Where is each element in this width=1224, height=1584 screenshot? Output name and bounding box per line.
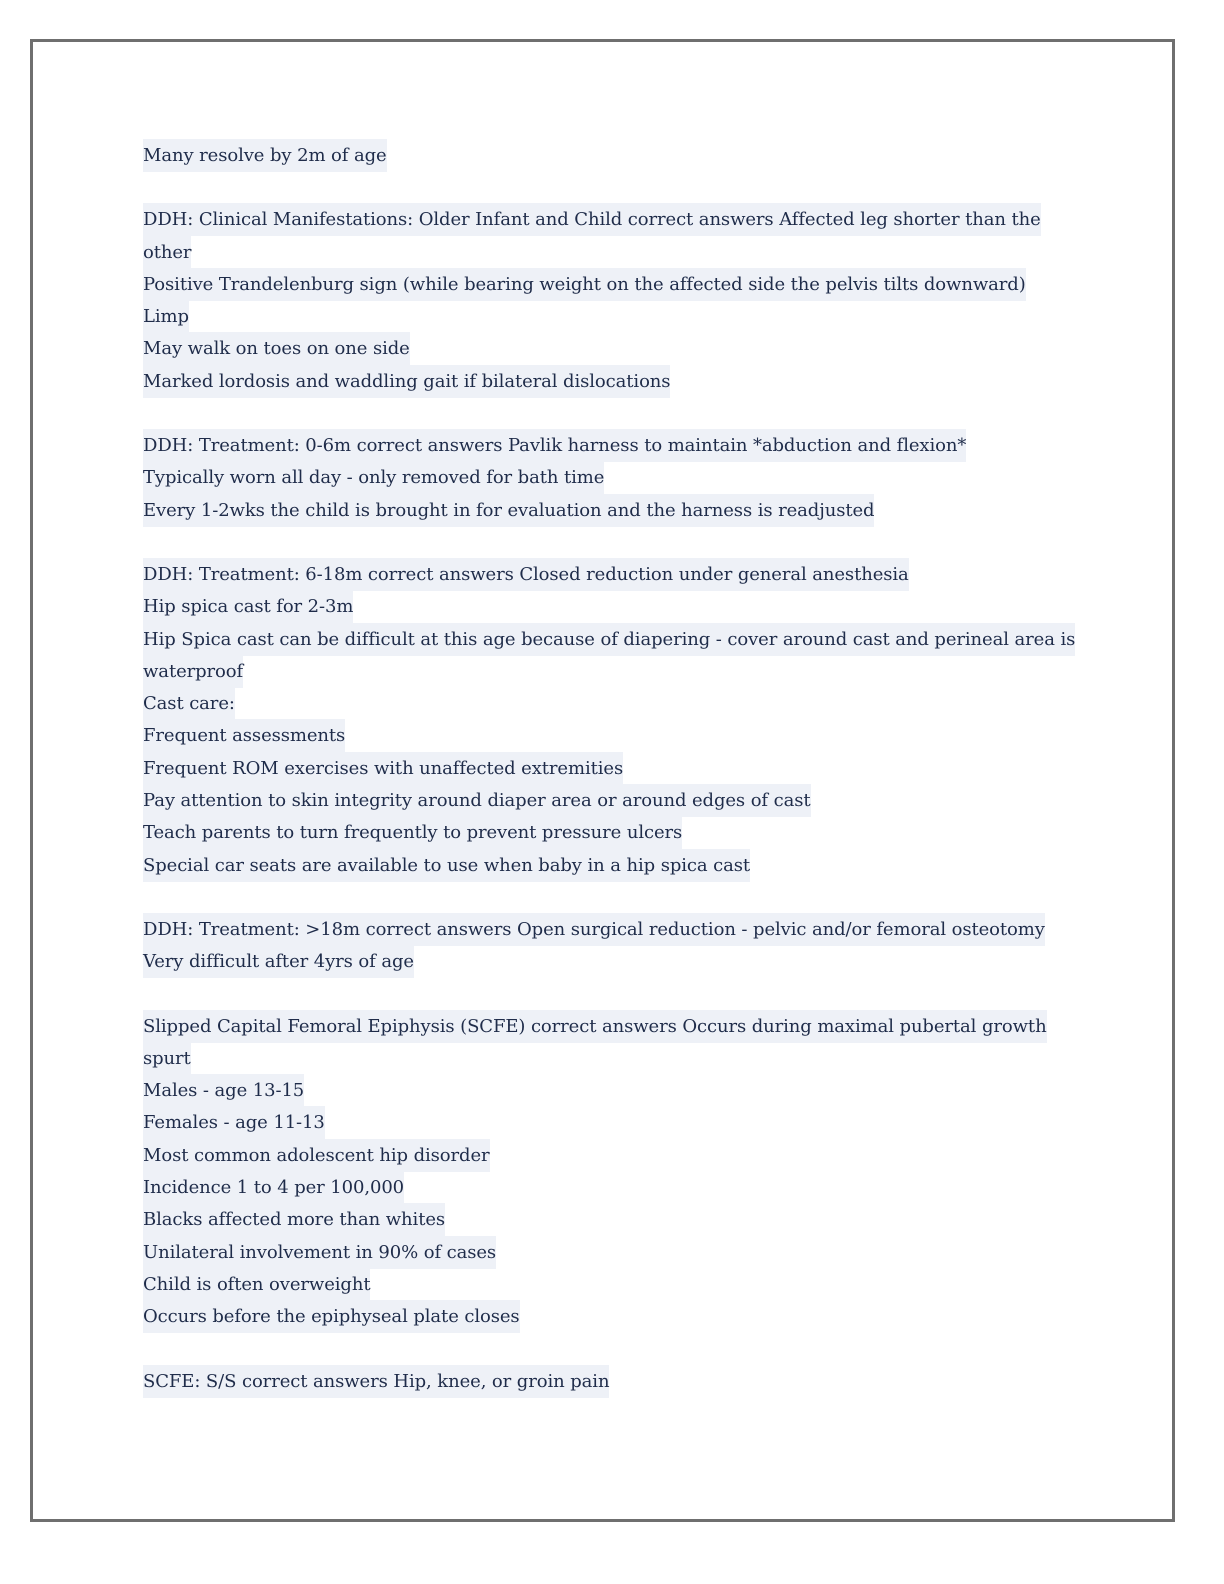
- text-block: [143, 1011, 1063, 1334]
- text-line: Most common adolescent hip disorder: [143, 1140, 1063, 1172]
- text-line: Special car seats are available to use when baby in a hip spica cast: [143, 850, 1063, 882]
- text-line: Females - age 11-13: [143, 1107, 1063, 1139]
- text-line: Frequent assessments: [143, 720, 1063, 752]
- text-line: Pay attention to skin integrity around diaper area or around edges of cast: [143, 785, 1063, 817]
- text-line: DDH: Clinical Manifestations: Older Infant and Child correct answers Affected leg shorter than the: [143, 204, 1063, 236]
- text-line: SCFE: S/S correct answers Hip, knee, or groin pain: [143, 1366, 1063, 1398]
- text-block: [143, 1366, 1063, 1398]
- text-block: [143, 204, 1063, 398]
- text-line: Incidence 1 to 4 per 100,000: [143, 1172, 1063, 1204]
- text-line: DDH: Treatment: 6-18m correct answers Closed reduction under general anesthesia: [143, 559, 1063, 591]
- text-line: Hip spica cast for 2-3m: [143, 591, 1063, 623]
- text-line: Frequent ROM exercises with unaffected extremities: [143, 753, 1063, 785]
- text-line: Marked lordosis and waddling gait if bilateral dislocations: [143, 366, 1063, 398]
- text-line: May walk on toes on one side: [143, 333, 1063, 365]
- text-line: DDH: Treatment: 0-6m correct answers Pavlik harness to maintain *abduction and flexion*: [143, 430, 1063, 462]
- text-block: [143, 140, 1063, 172]
- text-line: Blacks affected more than whites: [143, 1204, 1063, 1236]
- text-line: Hip Spica cast can be difficult at this age because of diapering - cover around cast and perineal area is: [143, 624, 1063, 656]
- text-line: Positive Trandelenburg sign (while bearing weight on the affected side the pelvis tilts downward): [143, 269, 1063, 301]
- text-line: spurt: [143, 1043, 1063, 1075]
- text-block: [143, 914, 1063, 979]
- text-line: Cast care:: [143, 688, 1063, 720]
- text-line: Unilateral involvement in 90% of cases: [143, 1237, 1063, 1269]
- text-line: Every 1-2wks the child is brought in for evaluation and the harness is readjusted: [143, 495, 1063, 527]
- text-line: Child is often overweight: [143, 1269, 1063, 1301]
- text-line: Limp: [143, 301, 1063, 333]
- text-line: Males - age 13-15: [143, 1075, 1063, 1107]
- text-line: other: [143, 237, 1063, 269]
- text-line: Occurs before the epiphyseal plate closes: [143, 1301, 1063, 1333]
- text-line: Typically worn all day - only removed for bath time: [143, 462, 1063, 494]
- text-line: DDH: Treatment: >18m correct answers Open surgical reduction - pelvic and/or femoral osteotomy: [143, 914, 1063, 946]
- text-line: Many resolve by 2m of age: [143, 140, 1063, 172]
- text-line: waterproof: [143, 656, 1063, 688]
- text-block: [143, 559, 1076, 882]
- text-line: Very difficult after 4yrs of age: [143, 946, 1063, 978]
- text-line: Teach parents to turn frequently to prevent pressure ulcers: [143, 817, 1063, 849]
- text-line: Slipped Capital Femoral Epiphysis (SCFE) correct answers Occurs during maximal pubertal growth: [143, 1011, 1063, 1043]
- document-body: [143, 140, 1076, 1430]
- text-block: [143, 430, 1063, 527]
